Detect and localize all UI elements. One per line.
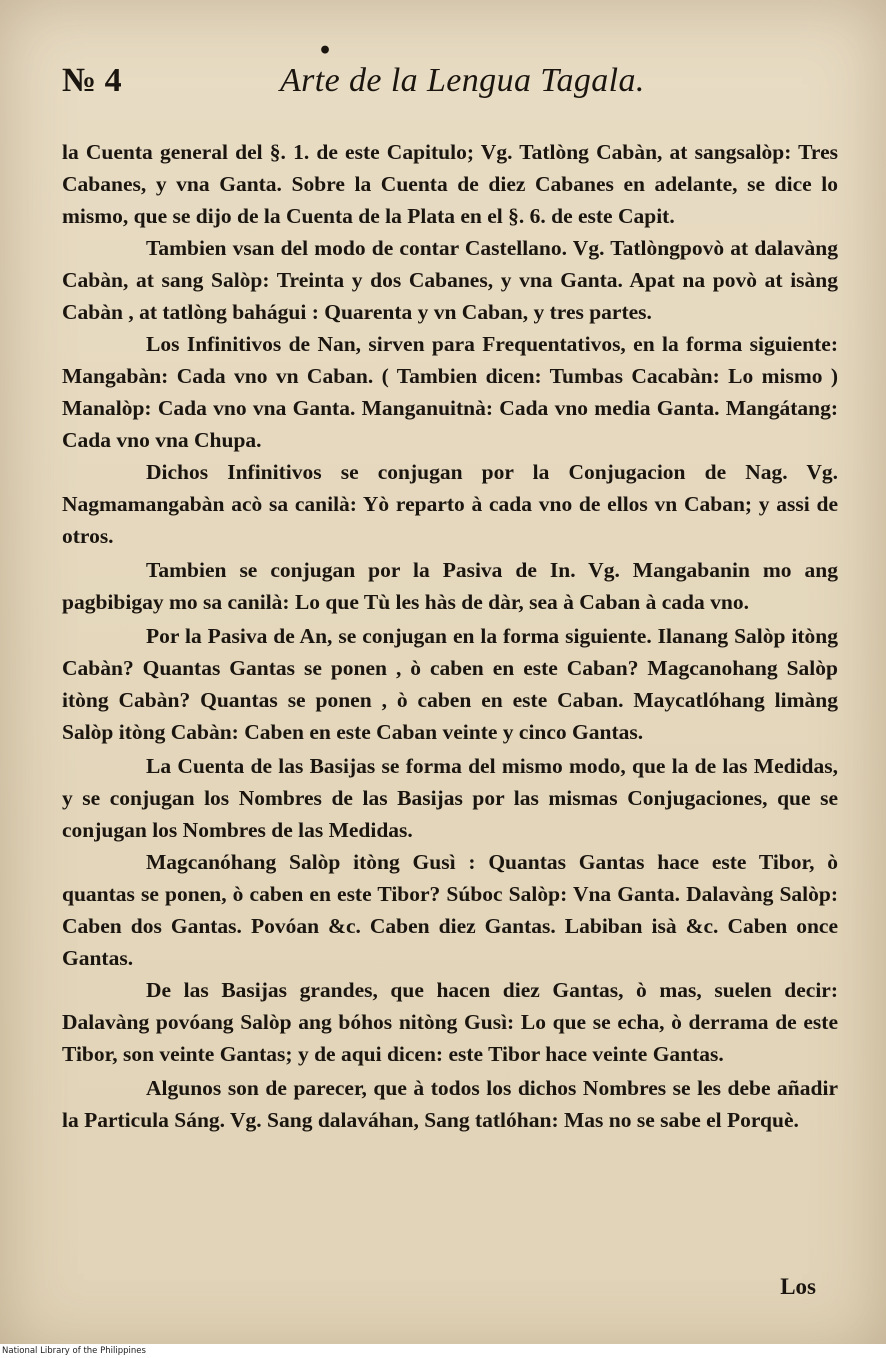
paragraph-2: Tambien vsan del modo de contar Castellano. Vg. Tatlòngpovò at dalavàng Cabàn, at sang Salòp: Treinta y dos Cabanes, y vna Ganta. Apat na povò at isàng Cabàn , at tatlòng bahágui : Quarenta y vn Caban, y tres partes.: [62, 236, 838, 324]
paragraph-5: Tambien se conjugan por la Pasiva de In. Vg. Mangabanin mo ang pagbibigay mo sa canilà: Lo que Tù les hàs de dàr, sea à Caban à cada vno.: [62, 558, 838, 614]
body-text: [62, 136, 838, 1136]
page-header: [62, 62, 838, 118]
paragraph-8: Magcanóhang Salòp itòng Gusì : Quantas Gantas hace este Tibor, ò quantas se ponen, ò caben en este Tibor? Súboc Salòp: Vna Ganta. Dalavàng Salòp: Caben dos Gantas. Povóan &c. Caben diez Gantas. Labiban isà &c. Caben once Gantas.: [62, 850, 838, 970]
catchword: Los: [780, 1274, 816, 1299]
paragraph-7: La Cuenta de las Basijas se forma del mismo modo, que la de las Medidas, y se conjugan los Nombres de las Basijas por las mismas Conjugaciones, que se conjugan los Nombres de las Medidas.: [62, 754, 838, 842]
library-credit: National Library of the Philippines: [0, 1344, 886, 1358]
paragraph-1: la Cuenta general del §. 1. de este Capitulo; Vg. Tatlòng Cabàn, at sangsalòp: Tres Cabanes, y vna Ganta. Sobre la Cuenta de diez Cabanes en adelante, se dice lo mismo, que se dijo de la Cuenta de la Plata en el §. 6. de este Capit.: [62, 140, 838, 228]
running-title: Arte de la Lengua Tagala.: [280, 62, 645, 99]
paragraph-6: Por la Pasiva de An, se conjugan en la forma siguiente. Ilanang Salòp itòng Cabàn? Quantas Gantas se ponen , ò caben en este Caban? Magcanohang Salòp itòng Cabàn? Quantas se ponen , ò caben en este Caban. Maycatlóhang limàng Salòp itòng Cabàn: Caben en este Caban veinte y cinco Gantas.: [62, 624, 838, 744]
paragraph-9: De las Basijas grandes, que hacen diez Gantas, ò mas, suelen decir: Dalavàng povóang Salòp ang bóhos nitòng Gusì: Lo que se echa, ò derrama de este Tibor, son veinte Gantas; y de aqui dicen: este Tibor hace veinte Gantas.: [62, 978, 838, 1066]
ink-mark: •: [318, 38, 333, 64]
page-number: № 4: [62, 62, 122, 99]
paragraph-4: Dichos Infinitivos se conjugan por la Conjugacion de Nag. Vg. Nagmamangabàn acò sa canilà: Yò reparto à cada vno de ellos vn Caban; y assi de otros.: [62, 460, 838, 548]
paragraph-3: Los Infinitivos de Nan, sirven para Frequentativos, en la forma siguiente: Mangabàn: Cada vno vn Caban. ( Tambien dicen: Tumbas Cacabàn: Lo mismo ) Manalòp: Cada vno vna Ganta. Manganuitnà: Cada vno media Ganta. Mangátang: Cada vno vna Chupa.: [62, 332, 838, 452]
paragraph-10: Algunos son de parecer, que à todos los dichos Nombres se les debe añadir la Particula Sáng. Vg. Sang dalaváhan, Sang tatlóhan: Mas no se sabe el Porquè.: [62, 1076, 838, 1132]
